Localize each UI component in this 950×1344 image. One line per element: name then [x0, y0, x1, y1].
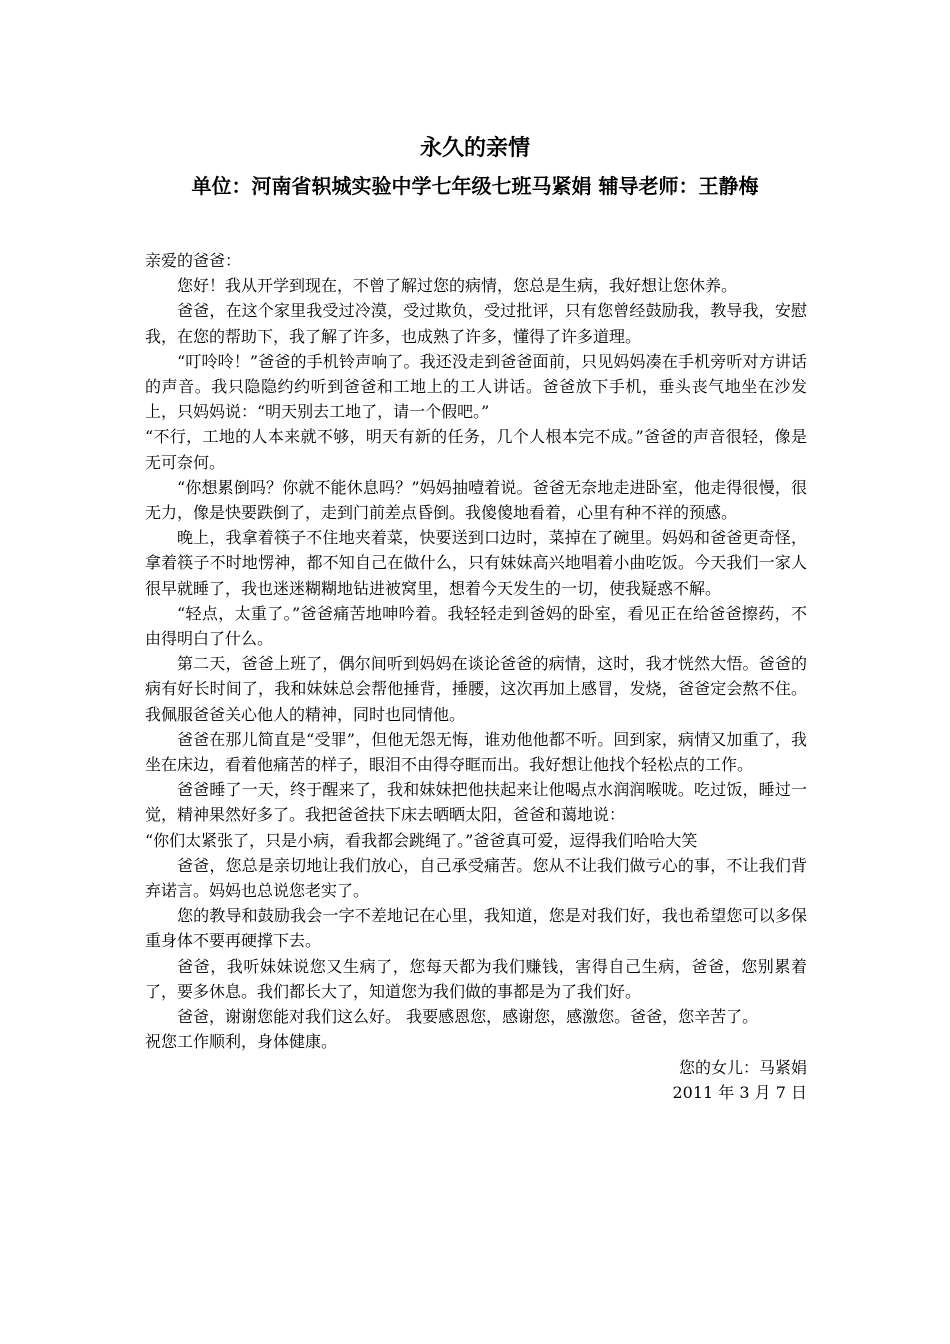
- paragraph: 爸爸睡了一天，终于醒来了，我和妹妹把他扶起来让他喝点水润润喉咙。吃过饭，睡过一觉，精神果然好多了。我把爸爸扶下床去晒晒太阳，爸爸和蔼地说：: [145, 780, 807, 825]
- paragraph: 晚上，我拿着筷子不住地夹着菜，快要送到口边时，菜掉在了碗里。妈妈和爸爸更奇怪，拿着筷子不时地愣神，都不知自己在做什么，只有妹妹高兴地唱着小曲吃饭。今天我们一家人很早就睡了，我也迷迷糊糊地钻进被窝里，想着今天发生的一切，使我疑惑不解。: [145, 528, 807, 598]
- paragraph: 爸爸，在这个家里我受过冷漠，受过欺负，受过批评，只有您曾经鼓励我，教导我，安慰我，在您的帮助下，我了解了许多，也成熟了许多，懂得了许多道理。: [145, 301, 807, 346]
- paragraph: “你们太紧张了，只是小病，看我都会跳绳了。”爸爸真可爱，逗得我们哈哈大笑: [145, 830, 698, 850]
- paragraph: 爸爸，您总是亲切地让我们放心，自己承受痛苦。您从不让我们做亏心的事，不让我们背弃诺言。妈妈也总说您老实了。: [145, 855, 807, 901]
- paragraph: “不行，工地的人本来就不够，明天有新的任务，几个人根本完不成。”爸爸的声音很轻，像是无可奈何。: [145, 427, 807, 472]
- paragraph: 您的教导和鼓励我会一字不差地记在心里，我知道，您是对我们好，我也希望您可以多保重身体不要再硬撑下去。: [145, 906, 807, 951]
- document-title: 永久的亲情: [419, 136, 530, 161]
- paragraph: “叮呤呤！”爸爸的手机铃声响了。我还没走到爸爸面前，只见妈妈凑在手机旁听对方讲话的声音。我只隐隐约约听到爸爸和工地上的工人讲话。爸爸放下手机，垂头丧气地坐在沙发上，只妈妈说：“明天别去工地了，请一个假吧。”: [145, 351, 807, 422]
- paragraph: “你想累倒吗？你就不能休息吗？”妈妈抽噎着说。爸爸无奈地走进卧室，他走得很慢，很无力，像是快要跌倒了，走到门前差点昏倒。我傻傻地看着，心里有种不祥的预感。: [145, 477, 807, 523]
- closing-line: 祝您工作顺利，身体健康。: [145, 1032, 338, 1052]
- letter-date: 2011 年 3 月 7 日: [672, 1082, 807, 1102]
- paragraph: “轻点，太重了。”爸爸痛苦地呻吟着。我轻轻走到爸妈的卧室，看见正在给爸爸擦药，不由得明白了什么。: [145, 603, 807, 649]
- document-subtitle: 单位：河南省轵城实验中学七年级七班马紧娟 辅导老师：王静梅: [191, 174, 759, 198]
- letter-body: [145, 248, 807, 1105]
- paragraph: 爸爸，谢谢您能对我们这么好。 我要感恩您，感谢您，感激您。爸爸，您辛苦了。: [177, 1007, 759, 1027]
- salutation: 亲爱的爸爸：: [145, 251, 242, 270]
- paragraph: 爸爸，我听妹妹说您又生病了，您每天都为我们赚钱，害得自己生病，爸爸，您别累着了，要多休息。我们都长大了，知道您为我们做的事都是为了我们好。: [145, 956, 807, 1001]
- paragraph: 您好！我从开学到现在，不曾了解过您的病情，您总是生病，我好想让您休养。: [177, 276, 738, 296]
- paragraph: 爸爸在那儿简直是“受罪”，但他无怨无悔，谁劝他他都不听。回到家，病情又加重了，我坐在床边，看着他痛苦的样子，眼泪不由得夺眶而出。我好想让他找个轻松点的工作。: [145, 729, 807, 775]
- paragraph: 第二天，爸爸上班了，偶尔间听到妈妈在谈论爸爸的病情，这时，我才恍然大悟。爸爸的病有好长时间了，我和妹妹总会帮他捶背，捶腰，这次再加上感冒，发烧，爸爸定会熬不住。我佩服爸爸关心他人的精神，同时也同情他。: [145, 654, 807, 724]
- signature: 您的女儿：马紧娟: [678, 1057, 807, 1077]
